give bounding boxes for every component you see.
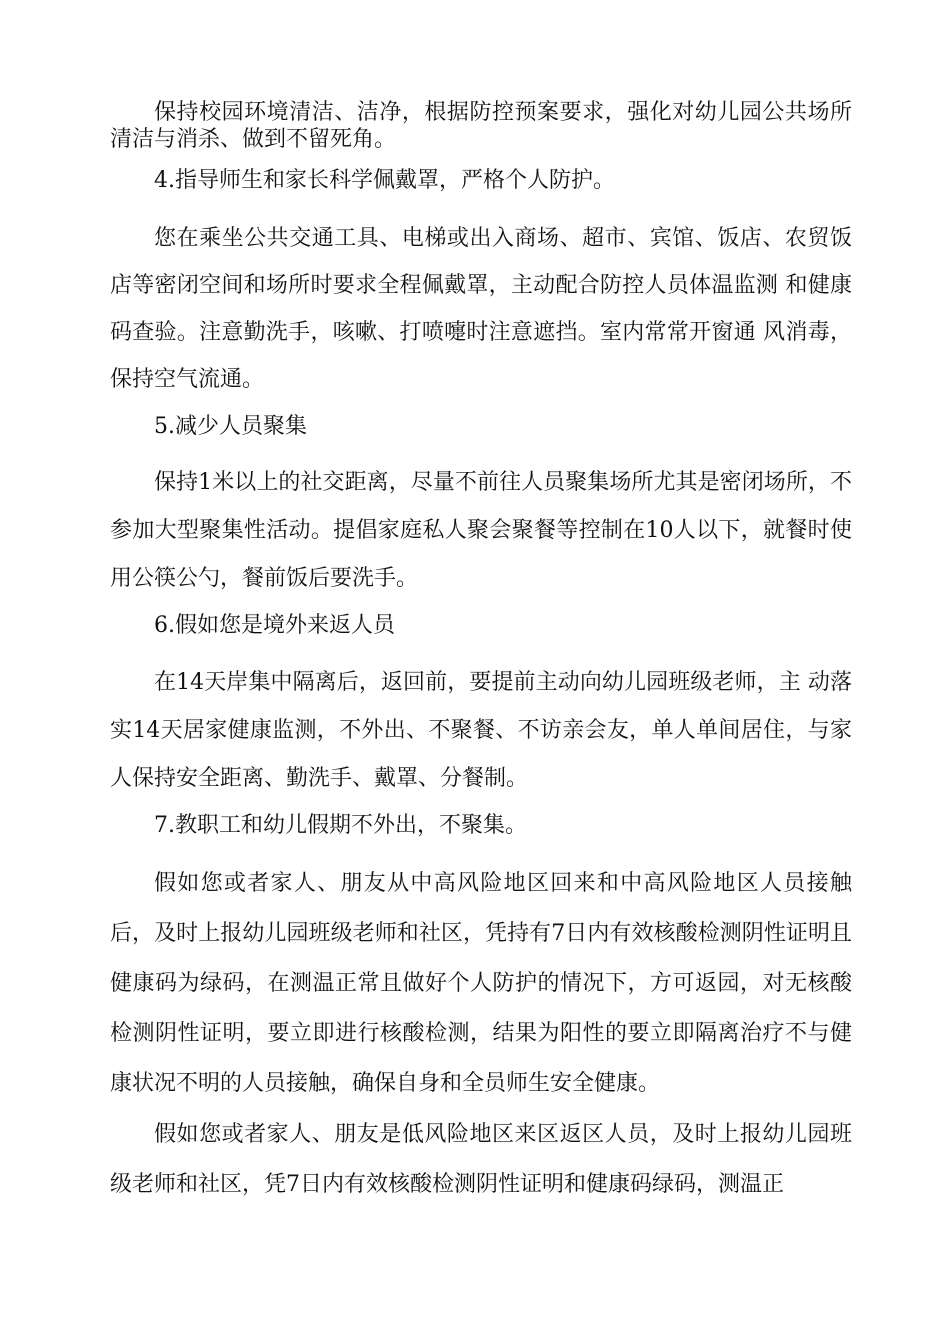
paragraph-social-distance: 保持1米以上的社交距离，尽量不前往人员聚集场所尤其是密闭场所，不参加大型聚集性活动。提倡家庭私人聚会聚餐等控制在10人以下，就餐时使用公筷公勺，餐前饭后要洗手。	[110, 470, 852, 591]
paragraph-low-risk-return: 假如您或者家人、朋友是低风险地区来区返区人员，及时上报幼儿园班级老师和社区，凭7日内有效核酸检测阴性证明和健康码绿码，测温正	[110, 1122, 852, 1197]
paragraph-campus-cleaning: 保持校园环境清洁、洁净，根据防控预案要求，强化对幼儿园公共场所清洁与消杀、做到不留死角。	[110, 100, 852, 152]
heading-item-7: 7.教职工和幼儿假期不外出，不聚集。	[154, 813, 527, 838]
heading-item-6: 6.假如您是境外来返人员	[154, 613, 395, 638]
paragraph-overseas-return: 在14天岸集中隔离后，返回前，要提前主动向幼儿园班级老师，主 动落实14天居家健康监测，不外出、不聚餐、不访亲会友，单人单间居住，与家人保持安全距离、勤洗手、戴罩、分餐制。	[110, 670, 852, 791]
heading-item-4: 4.指导师生和家长科学佩戴罩，严格个人防护。	[154, 168, 615, 193]
heading-item-5: 5.减少人员聚集	[154, 414, 307, 439]
paragraph-mask-wearing: 您在乘坐公共交通工具、电梯或出入商场、超市、宾馆、饭店、农贸饭店等密闭空间和场所时要求全程佩戴罩，主动配合防控人员体温监测 和健康码查验。注意勤洗手，咳嗽、打喷嚏时注意遮挡。室内常常开窗通 风消毒，保持空气流通。	[110, 226, 852, 392]
paragraph-risk-area-contact: 假如您或者家人、朋友从中高风险地区回来和中高风险地区人员接触后，及时上报幼儿园班级老师和社区，凭持有7日内有效核酸检测阴性证明且健康码为绿码，在测温正常且做好个人防护的情况下，方可返园，对无核酸检测阴性证明，要立即进行核酸检测，结果为阳性的要立即隔离治疗不与健康状况不明的人员接触，确保自身和全员师生安全健康。	[110, 871, 852, 1096]
